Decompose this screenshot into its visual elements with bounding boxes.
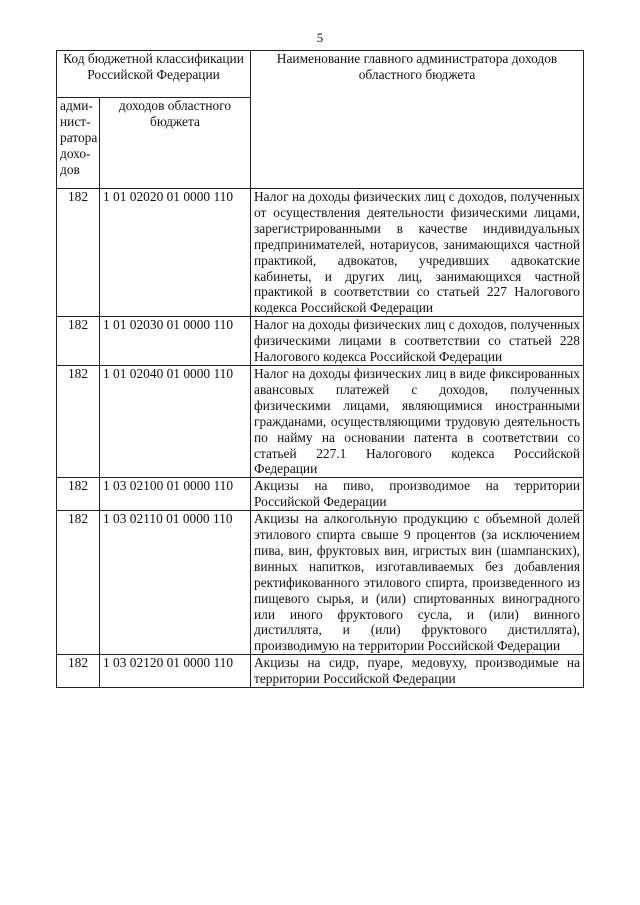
- cell-budget-code: 1 01 02020 01 0000 110: [100, 189, 251, 317]
- cell-administrator-code: 182: [57, 655, 100, 688]
- table-body: [57, 189, 584, 688]
- cell-income-name: Налог на доходы физических лиц в виде фиксированных авансовых платежей с доходов, полученных физическими лицами, являющимися иностранными гражданами, осуществляющими трудовую деятельность по найму на основании патента в соответствии со статьей 227.1 Налогового кодекса Российской Федерации: [251, 365, 584, 477]
- header-income: доходов областного бюджета: [100, 98, 251, 189]
- table-row: [57, 317, 584, 366]
- table-row: [57, 655, 584, 688]
- budget-classification-table: [56, 50, 584, 688]
- cell-income-name: Акцизы на алкогольную продукцию с объемной долей этилового спирта свыше 9 процентов (за исключением пива, вин, фруктовых вин, игристых вин (шампанских), винных напитков, изготавливаемых без добавления ректификованного этилового спирта, произведенного из пищевого сырья, и (или) спиртованных виноградного или иного фруктового сусла, и (или) винного дистиллята, и (или) фруктового дистиллята), производимую на территории Российской Федерации: [251, 511, 584, 655]
- table-row: [57, 511, 584, 655]
- table-header-row: [57, 51, 584, 98]
- cell-administrator-code: 182: [57, 478, 100, 511]
- table-row: [57, 365, 584, 477]
- cell-budget-code: 1 03 02120 01 0000 110: [100, 655, 251, 688]
- cell-administrator-code: 182: [57, 317, 100, 366]
- cell-income-name: Налог на доходы физических лиц с доходов, полученных от осуществления деятельности физическими лицами, зарегистрированными в качестве индивидуальных предпринимателей, нотариусов, занимающихся частной практикой, адвокатов, учредивших адвокатские кабинеты, и других лиц, занимающихся частной практикой в соответствии со статьей 227 Налогового кодекса Российской Федерации: [251, 189, 584, 317]
- cell-administrator-code: 182: [57, 365, 100, 477]
- table-row: [57, 478, 584, 511]
- cell-income-name: Налог на доходы физических лиц с доходов, полученных физическими лицами в соответствии со статьей 228 Налогового кодекса Российской Федерации: [251, 317, 584, 366]
- cell-income-name: Акцизы на сидр, пуаре, медовуху, производимые на территории Российской Федерации: [251, 655, 584, 688]
- cell-administrator-code: 182: [57, 511, 100, 655]
- page-number: 5: [316, 30, 324, 45]
- cell-income-name: Акцизы на пиво, производимое на территории Российской Федерации: [251, 478, 584, 511]
- header-administrator-name: Наименование главного администратора доходов областного бюджета: [251, 51, 584, 189]
- cell-budget-code: 1 03 02100 01 0000 110: [100, 478, 251, 511]
- header-administrator: адми-нист-ратора дохо-дов: [57, 98, 100, 189]
- cell-administrator-code: 182: [57, 189, 100, 317]
- cell-budget-code: 1 01 02030 01 0000 110: [100, 317, 251, 366]
- header-budget-code-group: Код бюджетной классификации Российской Федерации: [57, 51, 251, 98]
- cell-budget-code: 1 03 02110 01 0000 110: [100, 511, 251, 655]
- table-row: [57, 189, 584, 317]
- cell-budget-code: 1 01 02040 01 0000 110: [100, 365, 251, 477]
